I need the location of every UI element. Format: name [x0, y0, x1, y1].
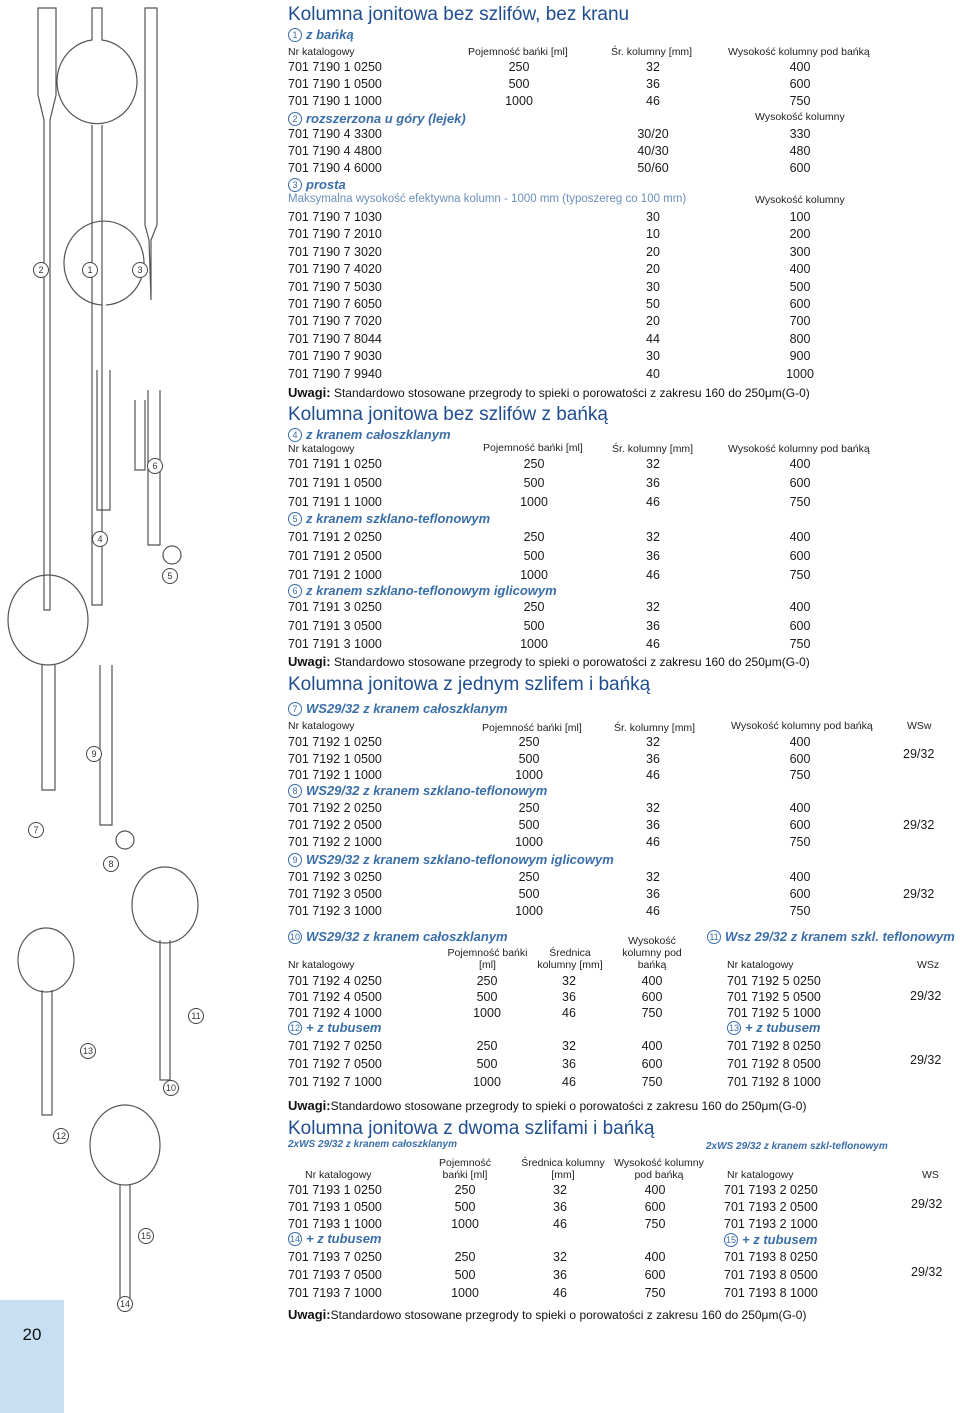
table-cell: 500 [523, 549, 545, 563]
table-cell: 46 [553, 1286, 567, 1300]
sub-3: 3 prosta [288, 177, 346, 192]
table-cell: 40/30 [637, 144, 669, 158]
table-cell: 500 [454, 1200, 476, 1214]
table-cell: 701 7190 7 3020 [288, 244, 382, 259]
ws-value: 29/32 [903, 887, 935, 901]
table-cell: 701 7193 7 0500 [288, 1268, 382, 1282]
table-cell: 600 [789, 297, 811, 311]
table-cell: 400 [789, 530, 811, 544]
table-cell: 300 [789, 244, 811, 259]
sub-2: 2 rozszerzona u góry (lejek) [288, 111, 466, 126]
table-cell: 36 [646, 77, 660, 91]
table-cell: 701 7190 7 9030 [288, 349, 382, 364]
table-cell: 701 7192 4 0250 [288, 974, 382, 988]
table-cell: 32 [646, 457, 660, 471]
col-header: Nr katalogowy [305, 1169, 372, 1181]
table-cell: 250 [518, 870, 540, 884]
table-cell: 32 [646, 600, 660, 614]
table-cell: 1000 [451, 1286, 479, 1300]
table-cell: 701 7193 2 0500 [724, 1200, 818, 1214]
table-cell: 701 7192 5 0500 [727, 990, 821, 1004]
table-cell: 36 [553, 1200, 567, 1214]
col-header: Pojemność bańki [447, 947, 528, 959]
stem-14 [120, 1185, 130, 1300]
fig-label-5: 5 [162, 568, 178, 584]
table-cell: 701 7192 1 0500 [288, 751, 382, 766]
table-cell: 250 [518, 735, 540, 749]
table-cell: 600 [644, 1200, 666, 1214]
stem-10 [160, 940, 170, 1080]
table-cell: 1000 [515, 768, 543, 782]
table-cell: 701 7192 2 0250 [288, 801, 382, 815]
table-cell: 36 [646, 549, 660, 563]
table-cell: 701 7190 7 6050 [288, 297, 382, 311]
table-cell: 701 7192 8 0500 [727, 1057, 821, 1071]
table-cell: 701 7192 3 0250 [288, 870, 382, 884]
fig-label-1: 1 [82, 262, 98, 278]
table-cell: 250 [523, 457, 545, 471]
ws-value: 29/32 [910, 1053, 942, 1067]
table-cell: 1000 [515, 904, 543, 918]
table-cell: 500 [789, 279, 811, 294]
table-cell: 1000 [473, 1006, 501, 1020]
max-height-note: Maksymalna wysokość efektywna kolumn - 1000 mm (typoszereg co 100 mm) [288, 193, 687, 205]
table-cell: 46 [553, 1217, 567, 1231]
table-cell: 600 [789, 161, 811, 175]
table-cell: 750 [789, 568, 811, 582]
col-header: WSz [917, 959, 940, 971]
table-cell: 900 [789, 349, 811, 364]
col-header: kolumny [mm] [537, 959, 603, 971]
table-cell: 750 [789, 495, 811, 509]
col-header: bańki [ml] [442, 1169, 488, 1181]
table-cell: 1000 [520, 495, 548, 509]
col-header: Śr. kolumny [mm] [614, 722, 696, 734]
fig-label-13: 13 [80, 1043, 96, 1059]
table-cell: 600 [789, 818, 811, 832]
table-cell: 46 [646, 835, 660, 849]
bulb-14 [90, 1105, 160, 1185]
table-cell: 600 [641, 1057, 663, 1071]
table-cell: 400 [789, 735, 811, 749]
fig-label-3: 3 [132, 262, 148, 278]
note-1: Uwagi: Standardowo stosowane przegrody to spieki o porowatości z zakresu 160 do 250μm(G-0) [288, 385, 810, 400]
table-cell: 400 [644, 1250, 666, 1264]
table-cell: 20 [646, 314, 660, 329]
table-cell: 701 7190 4 6000 [288, 161, 382, 175]
table-cell: 1000 [515, 835, 543, 849]
table-cell: 250 [476, 1039, 498, 1053]
table-cell: 1000 [505, 94, 533, 108]
table-cell: 750 [789, 637, 811, 651]
fig-label-7: 7 [28, 822, 44, 838]
table-cell: 500 [454, 1268, 476, 1282]
table-cell: 700 [789, 314, 811, 329]
table-cell: 400 [641, 974, 663, 988]
bulb-7 [8, 575, 88, 665]
section-title-3: Kolumna jonitowa z jednym szlifem i bańką [288, 674, 651, 695]
table-cell: 750 [641, 1006, 663, 1020]
table-cell: 250 [508, 60, 530, 74]
table-cell: 36 [646, 476, 660, 490]
col-header: Nr katalogowy [727, 959, 794, 971]
table-cell: 250 [454, 1250, 476, 1264]
table-cell: 36 [646, 818, 660, 832]
section-title-1: Kolumna jonitowa bez szlifów, bez kranu [288, 4, 630, 25]
col-header: kolumny pod [622, 947, 682, 959]
table-cell: 750 [789, 768, 811, 782]
note-2: Uwagi: Standardowo stosowane przegrody to spieki o porowatości z zakresu 160 do 250μm(G-0) [288, 654, 810, 669]
col-header: Wysokość kolumny [755, 194, 845, 206]
col-header: Wysokość kolumny [614, 1157, 704, 1169]
table-cell: 400 [789, 801, 811, 815]
table-cell: 36 [562, 1057, 576, 1071]
ws-value: 29/32 [911, 1197, 943, 1211]
table-cell: 32 [553, 1183, 567, 1197]
table-cell: 750 [789, 904, 811, 918]
table-cell: 701 7190 7 9940 [288, 366, 382, 381]
table-cell: 250 [476, 974, 498, 988]
table-cell: 500 [508, 77, 530, 91]
table-cell: 701 7192 1 0250 [288, 735, 382, 749]
table-cell: 701 7192 2 1000 [288, 835, 382, 849]
table-cell: 400 [641, 1039, 663, 1053]
table-cell: 701 7191 3 0250 [288, 600, 382, 614]
table-cell: 600 [644, 1268, 666, 1282]
table-cell: 20 [646, 262, 660, 277]
table-cell: 701 7192 2 0500 [288, 818, 382, 832]
sub-right-4: 2xWS 29/32 z kranem szkl-teflonowym [706, 1141, 888, 1152]
table-cell: 701 7190 7 8044 [288, 331, 382, 346]
col-header: Śr. kolumny [mm] [611, 46, 693, 58]
ws-value: 29/32 [910, 989, 942, 1003]
table-cell: 701 7190 1 1000 [288, 94, 382, 108]
sub-14: 14 + z tubusem [289, 1231, 382, 1246]
table-cell: 30/20 [637, 127, 669, 141]
table-cell: 701 7191 3 0500 [288, 618, 382, 633]
col-header: Nr katalogowy [288, 959, 355, 971]
table-cell: 500 [518, 887, 540, 901]
table-cell: 701 7191 1 0500 [288, 476, 382, 490]
table-cell: 250 [523, 600, 545, 614]
table-cell: 1000 [786, 366, 814, 381]
table-cell: 701 7191 1 1000 [288, 495, 382, 509]
table-cell: 701 7193 2 0250 [724, 1183, 818, 1197]
sub-4: 4 z kranem całoszklanym [288, 427, 451, 442]
bulb-12 [18, 928, 74, 992]
table-cell: 701 7193 2 1000 [724, 1217, 818, 1231]
table-cell: 701 7192 5 0250 [727, 974, 821, 988]
table-cell: 250 [523, 530, 545, 544]
table-cell: 1000 [473, 1075, 501, 1089]
table-cell: 701 7190 7 1030 [288, 210, 382, 224]
stem-12 [42, 990, 52, 1115]
table-cell: 701 7191 2 0250 [288, 530, 382, 544]
stopcock-5 [163, 546, 181, 564]
table-cell: 10 [646, 227, 660, 242]
table-cell: 600 [789, 77, 811, 91]
col-header: Wysokość kolumny pod bańką [728, 443, 870, 455]
table-cell: 750 [644, 1217, 666, 1231]
table-cell: 46 [562, 1006, 576, 1020]
table-cell: 701 7192 7 0250 [288, 1039, 382, 1053]
table-cell: 701 7191 3 1000 [288, 637, 382, 651]
fig-label-6: 6 [147, 458, 163, 474]
table-cell: 40 [646, 366, 660, 381]
glassware-illustration [0, 0, 285, 1413]
col-header: Wysokość [628, 935, 676, 947]
table-cell: 200 [789, 227, 811, 242]
col-header: Wysokość kolumny [755, 111, 845, 123]
table-cell: 30 [646, 349, 660, 364]
fig-label-15: 15 [138, 1228, 154, 1244]
table-cell: 100 [789, 210, 811, 224]
table-cell: 500 [518, 751, 540, 766]
table-cell: 46 [646, 568, 660, 582]
col-header: Średnica kolumny [521, 1157, 605, 1169]
fig-label-8: 8 [103, 856, 119, 872]
table-cell: 701 7192 8 1000 [727, 1075, 821, 1089]
table-cell: 32 [646, 60, 660, 74]
sub-10: 10 WS29/32 z kranem całoszklanym [289, 929, 508, 944]
col-header: Nr katalogowy [288, 720, 355, 732]
sub-15: 15 + z tubusem [725, 1232, 818, 1247]
fig-label-14: 14 [117, 1296, 133, 1312]
stem-4 [97, 370, 110, 510]
col-header: Średnica [549, 947, 591, 959]
table-cell: 600 [789, 476, 811, 490]
fig-label-12: 12 [53, 1128, 69, 1144]
sub-11: 11 Wsz 29/32 z kranem szkl. teflonowym [707, 929, 955, 944]
table-cell: 30 [646, 210, 660, 224]
table-cell: 500 [518, 818, 540, 832]
table-cell: 600 [789, 751, 811, 766]
note-4: Uwagi:Standardowo stosowane przegrody to spieki o porowatości z zakresu 160 do 250μm(G-0) [288, 1307, 807, 1322]
section-title-4: Kolumna jonitowa z dwoma szlifami i bańką [288, 1118, 655, 1139]
table-cell: 20 [646, 244, 660, 259]
table-cell: 400 [789, 457, 811, 471]
table-cell: 36 [562, 990, 576, 1004]
fig-label-2: 2 [33, 262, 49, 278]
bulb-4 [64, 221, 144, 305]
table-cell: 701 7191 2 1000 [288, 568, 382, 582]
col-header: [mm] [551, 1169, 575, 1181]
table-cell: 701 7190 4 3300 [288, 127, 382, 141]
table-cell: 44 [646, 331, 660, 346]
table-cell: 500 [476, 1057, 498, 1071]
table-cell: 701 7193 7 1000 [288, 1286, 382, 1300]
table-cell: 701 7192 5 1000 [727, 1006, 821, 1020]
table-cell: 1000 [520, 568, 548, 582]
table-cell: 1000 [451, 1217, 479, 1231]
sub-1: 1 z bańką [288, 27, 354, 42]
table-cell: 250 [454, 1183, 476, 1197]
table-cell: 400 [789, 262, 811, 277]
table-cell: 701 7192 4 1000 [288, 1006, 382, 1020]
fig-label-10: 10 [163, 1080, 179, 1096]
column-straight-shape [145, 8, 157, 300]
table-cell: 701 7190 4 4800 [288, 144, 382, 158]
sub-13: 13 + z tubusem [728, 1020, 821, 1035]
table-cell: 701 7193 1 1000 [288, 1217, 382, 1231]
table-cell: 36 [646, 887, 660, 901]
stopcock-8 [116, 831, 134, 849]
table-cell: 701 7190 7 2010 [288, 227, 382, 242]
table-cell: 600 [641, 990, 663, 1004]
table-cell: 701 7193 1 0250 [288, 1183, 382, 1197]
table-cell: 701 7190 1 0250 [288, 60, 382, 74]
table-cell: 701 7192 8 0250 [727, 1039, 821, 1053]
col-header: [ml] [479, 959, 496, 971]
table-cell: 400 [789, 600, 811, 614]
table-cell: 36 [553, 1268, 567, 1282]
fig-label-9: 9 [86, 746, 102, 762]
sub-left-4: 2xWS 29/32 z kranem całoszklanym [288, 1139, 457, 1150]
table-cell: 701 7193 8 0250 [724, 1250, 818, 1264]
table-cell: 400 [789, 870, 811, 884]
ws-value: 29/32 [903, 747, 935, 761]
table-cell: 400 [789, 60, 811, 74]
section-title-2: Kolumna jonitowa bez szlifów z bańką [288, 404, 609, 425]
table-cell: 46 [646, 768, 660, 782]
table-cell: 400 [644, 1183, 666, 1197]
table-cell: 500 [523, 618, 545, 633]
table-cell: 46 [646, 94, 660, 108]
table-cell: 32 [646, 735, 660, 749]
stem-7 [42, 665, 55, 790]
table-cell: 750 [789, 835, 811, 849]
table-cell: 600 [789, 549, 811, 563]
sub-8: 8 WS29/32 z kranem szklano-teflonowym [288, 783, 547, 798]
table-cell: 800 [789, 331, 811, 346]
table-cell: 32 [562, 1039, 576, 1053]
sub-12: 12 + z tubusem [289, 1020, 382, 1035]
col-header: Wysokość kolumny pod bańką [728, 46, 870, 58]
sub-6: 6 z kranem szklano-teflonowym iglicowym [288, 583, 557, 598]
col-header: Nr katalogowy [727, 1169, 794, 1181]
table-cell: 32 [646, 530, 660, 544]
table-cell: 750 [789, 94, 811, 108]
ws-value: 29/32 [911, 1265, 943, 1279]
sub-7: 7 WS29/32 z kranem całoszklanym [288, 701, 508, 716]
table-cell: 36 [646, 618, 660, 633]
fig-label-11: 11 [188, 1008, 204, 1024]
table-cell: 701 7191 1 0250 [288, 457, 382, 471]
col-header: bańką [637, 959, 667, 971]
stem-8 [100, 665, 112, 825]
table-cell: 500 [476, 990, 498, 1004]
bulb-10 [132, 867, 198, 943]
table-cell: 701 7190 7 5030 [288, 279, 382, 294]
table-cell: 46 [562, 1075, 576, 1089]
col-header: WSw [907, 720, 932, 732]
table-cell: 701 7191 2 0500 [288, 549, 382, 563]
col-header: Nr katalogowy [288, 443, 355, 455]
col-header: Wysokość kolumny pod bańką [731, 720, 873, 732]
table-cell: 701 7193 1 0500 [288, 1200, 382, 1214]
table-cell: 250 [518, 801, 540, 815]
table-cell: 701 7192 4 0500 [288, 990, 382, 1004]
table-cell: 32 [646, 801, 660, 815]
table-cell: 600 [789, 618, 811, 633]
col-header: Pojemność [439, 1157, 491, 1169]
col-header: Pojemność bańki [ml] [483, 442, 583, 454]
table-cell: 46 [646, 637, 660, 651]
col-header: Pojemność bańki [ml] [468, 46, 568, 58]
table-cell: 36 [646, 751, 660, 766]
table-cell: 46 [646, 495, 660, 509]
table-cell: 32 [646, 870, 660, 884]
ws-value: 29/32 [903, 818, 935, 832]
table-cell: 30 [646, 279, 660, 294]
col-header: pod bańką [634, 1169, 684, 1181]
table-cell: 701 7190 7 7020 [288, 314, 382, 329]
sub-9: 9 WS29/32 z kranem szklano-teflonowym iglicowym [288, 852, 614, 867]
table-cell: 701 7193 8 1000 [724, 1286, 818, 1300]
table-cell: 701 7190 7 4020 [288, 262, 382, 277]
table-cell: 701 7192 3 1000 [288, 904, 382, 918]
table-cell: 701 7192 1 1000 [288, 768, 382, 782]
table-cell: 701 7190 1 0500 [288, 77, 382, 91]
table-cell: 600 [789, 887, 811, 901]
fig-label-4: 4 [92, 531, 108, 547]
stem-6 [135, 400, 145, 470]
table-cell: 32 [562, 974, 576, 988]
table-cell: 750 [644, 1286, 666, 1300]
page-number: 20 [22, 1325, 42, 1344]
table-cell: 701 7192 7 1000 [288, 1075, 382, 1089]
table-cell: 500 [523, 476, 545, 490]
table-cell: 50 [646, 297, 660, 311]
table-cell: 32 [553, 1250, 567, 1264]
table-cell: 701 7193 8 0500 [724, 1268, 818, 1282]
sub-5: 5 z kranem szklano-teflonowym [288, 511, 490, 526]
col-header: Pojemność bańki [ml] [482, 722, 582, 734]
col-header: WS [922, 1169, 939, 1181]
note-3: Uwagi:Standardowo stosowane przegrody to spieki o porowatości z zakresu 160 do 250μm(G-0) [288, 1098, 807, 1113]
table-cell: 701 7192 3 0500 [288, 887, 382, 901]
table-cell: 46 [646, 904, 660, 918]
col-header: Śr. kolumny [mm] [612, 443, 694, 455]
table-cell: 701 7193 7 0250 [288, 1250, 382, 1264]
col-header: Nr katalogowy [288, 46, 355, 58]
column-bulb-top [57, 8, 137, 124]
table-cell: 701 7192 7 0500 [288, 1057, 382, 1071]
table-cell: 1000 [520, 637, 548, 651]
table-cell: 50/60 [637, 161, 669, 175]
table-cell: 750 [641, 1075, 663, 1089]
column-funnel-shape [38, 8, 56, 610]
table-cell: 480 [789, 144, 811, 158]
table-cell: 330 [789, 127, 811, 141]
